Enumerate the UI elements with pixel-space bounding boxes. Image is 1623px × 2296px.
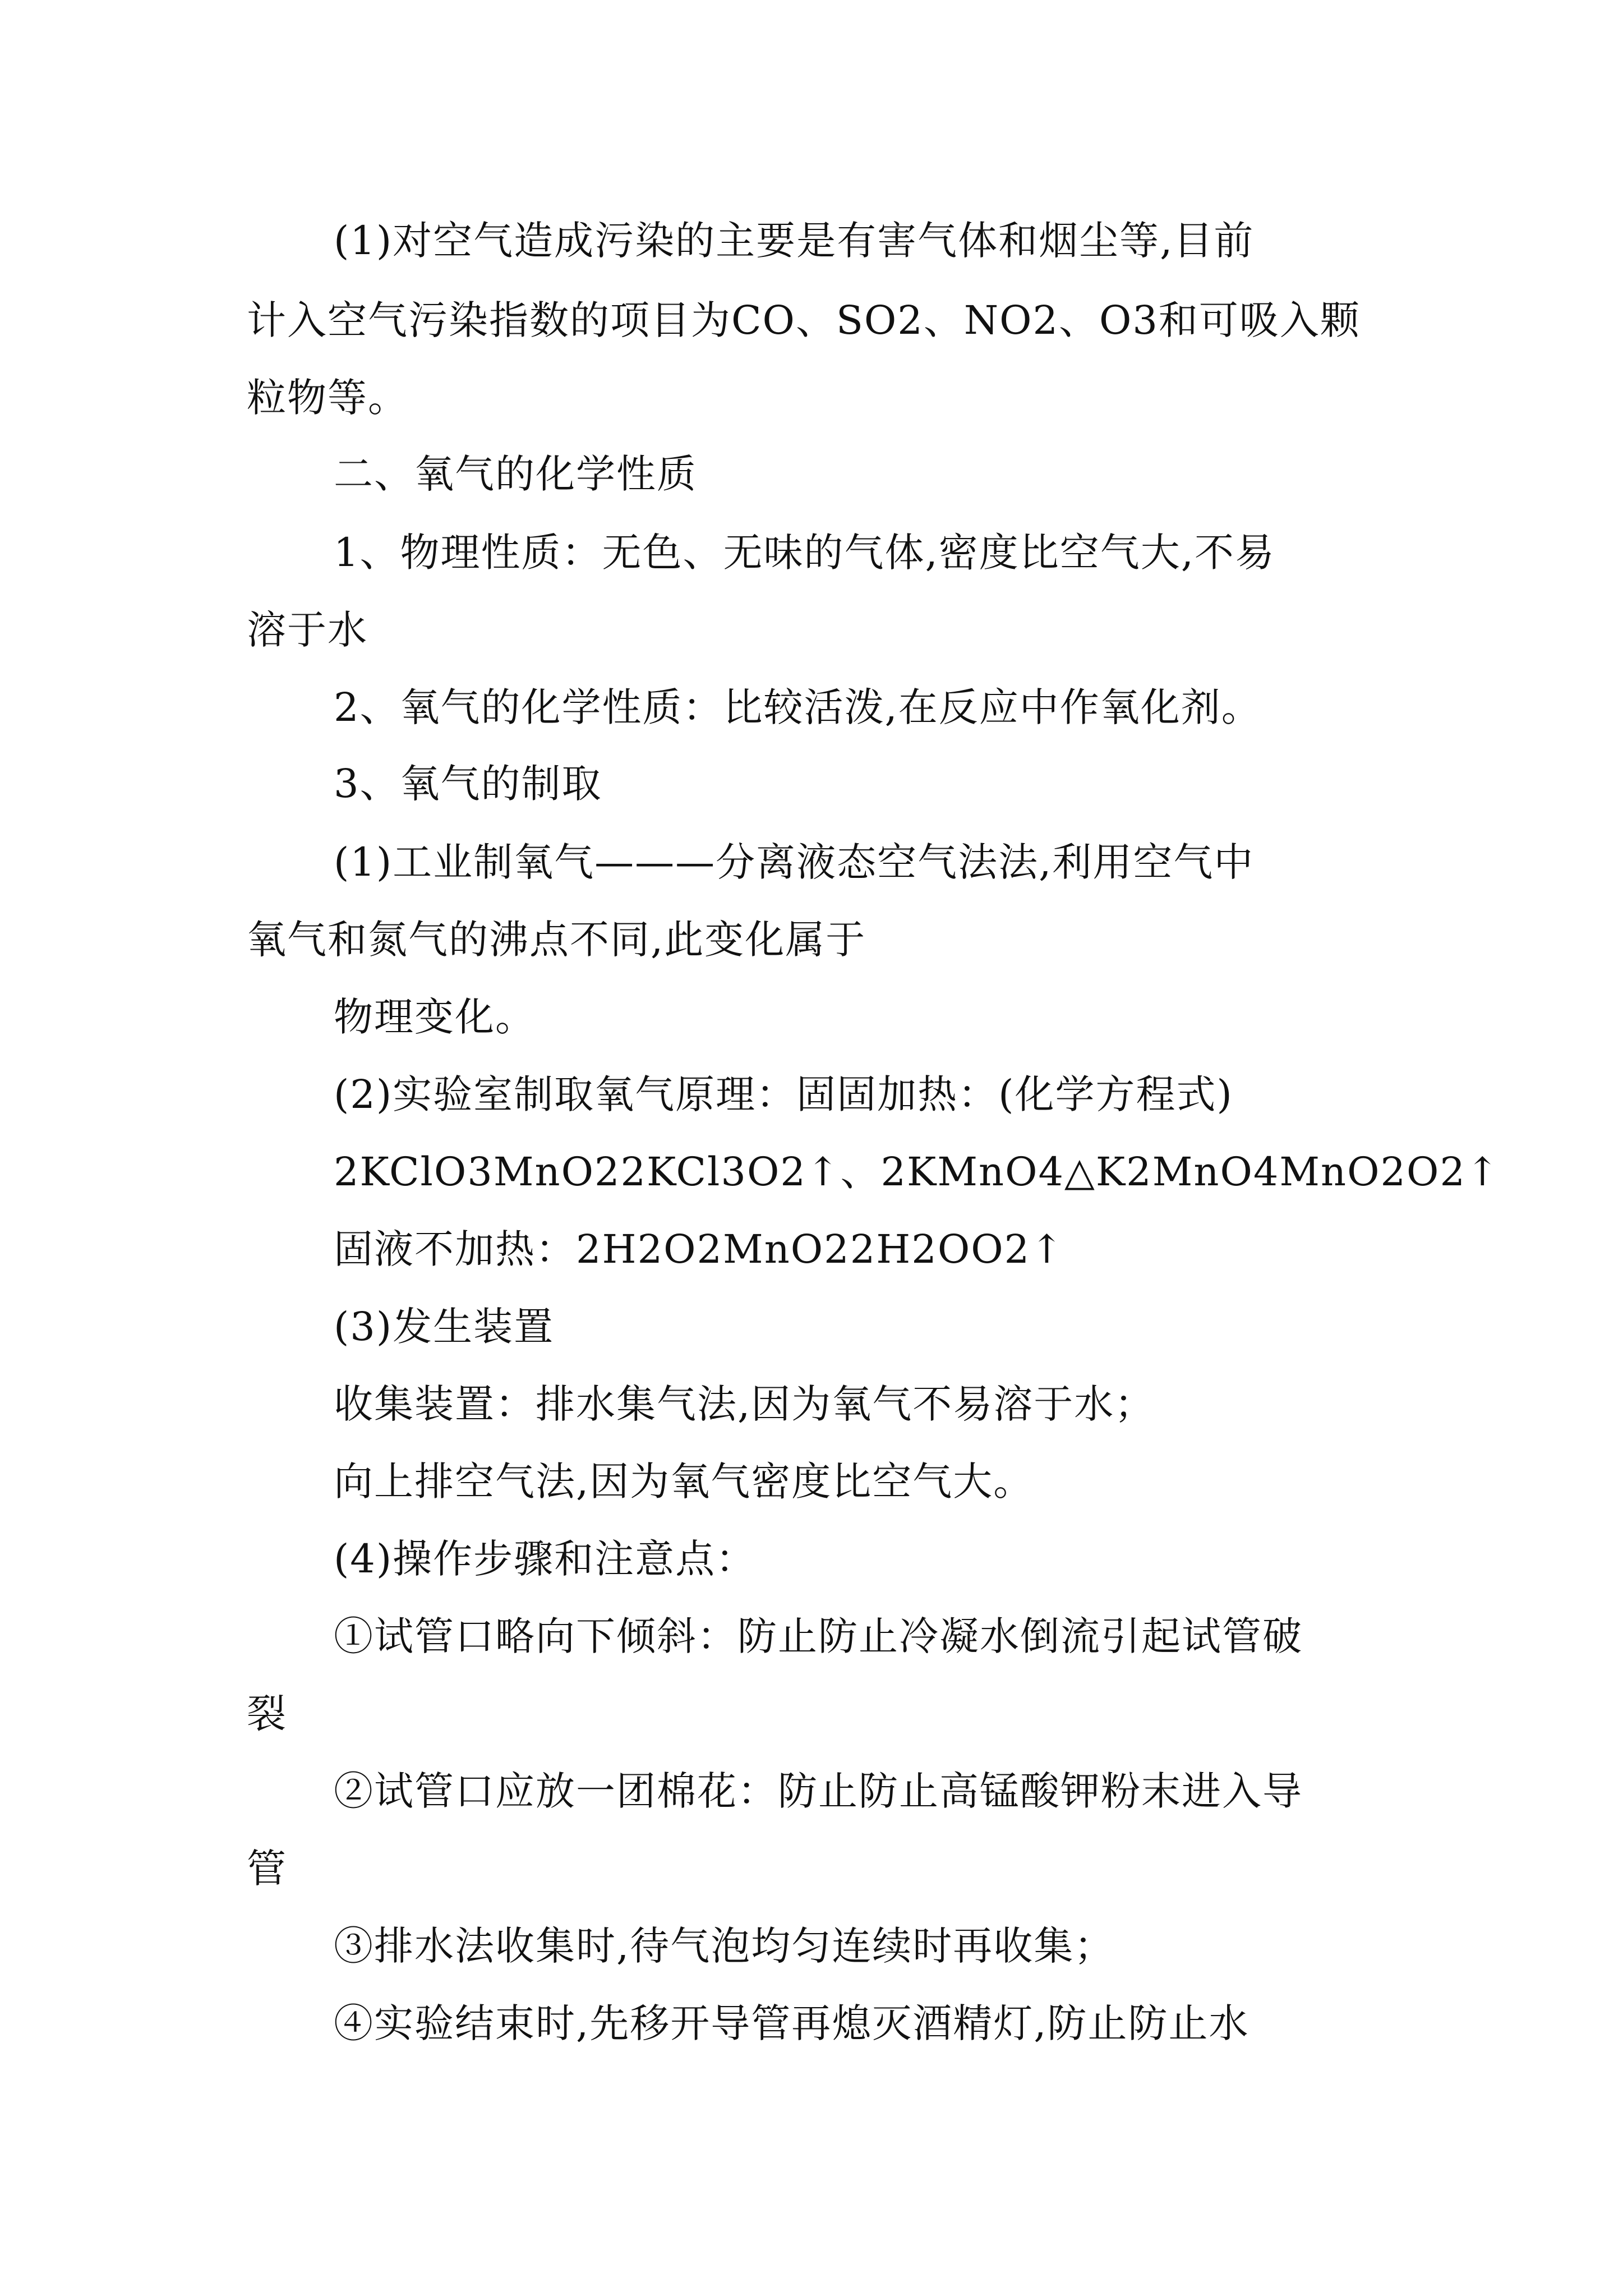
text-line-21: ②试管口应放一团棉花：防止防止高锰酸钾粉末进入导 xyxy=(334,1768,1303,1814)
text-line-7: 2、氧气的化学性质：比较活泼,在反应中作氧化剂。 xyxy=(334,684,1262,730)
text-line-23: ③排水法收集时,待气泡均匀连续时再收集； xyxy=(334,1923,1115,1969)
text-line-1: (1)对空气造成污染的主要是有害气体和烟尘等,目前 xyxy=(334,218,1255,264)
text-line-14: 固液不加热：2H2O2MnO22H2OO2↑ xyxy=(334,1226,1064,1272)
text-line-19: ①试管口略向下倾斜：防止防止冷凝水倒流引起试管破 xyxy=(334,1613,1303,1659)
text-line-18: (4)操作步骤和注意点： xyxy=(334,1536,757,1582)
text-line-22: 管 xyxy=(247,1846,287,1892)
text-line-4: 二、氧气的化学性质 xyxy=(334,451,697,497)
text-line-16: 收集装置：排水集气法,因为氧气不易溶于水； xyxy=(334,1381,1155,1427)
text-line-5: 1、物理性质：无色、无味的气体,密度比空气大,不易 xyxy=(334,530,1276,576)
text-line-24: ④实验结束时,先移开导管再熄灭酒精灯,防止防止水 xyxy=(334,2000,1249,2046)
text-line-11: 物理变化。 xyxy=(334,994,536,1040)
text-line-8: 3、氧气的制取 xyxy=(334,761,602,807)
text-line-20: 裂 xyxy=(247,1691,287,1737)
text-line-2: 计入空气污染指数的项目为CO、SO2、NO2、O3和可吸入颗 xyxy=(247,297,1361,343)
text-line-17: 向上排空气法,因为氧气密度比空气大。 xyxy=(334,1458,1034,1504)
text-line-10: 氧气和氮气的沸点不同,此变化属于 xyxy=(247,917,866,963)
text-line-12: (2)实验室制取氧气原理：固固加热：(化学方程式) xyxy=(334,1071,1233,1117)
text-line-15: (3)发生装置 xyxy=(334,1304,555,1350)
text-line-6: 溶于水 xyxy=(247,607,368,653)
text-line-9: (1)工业制氧气———分离液态空气法法,利用空气中 xyxy=(334,839,1255,885)
text-line-13: 2KClO3MnO22KCl3O2↑、2KMnO4△K2MnO4MnO2O2↑ xyxy=(334,1149,1500,1195)
text-line-3: 粒物等。 xyxy=(247,375,408,421)
